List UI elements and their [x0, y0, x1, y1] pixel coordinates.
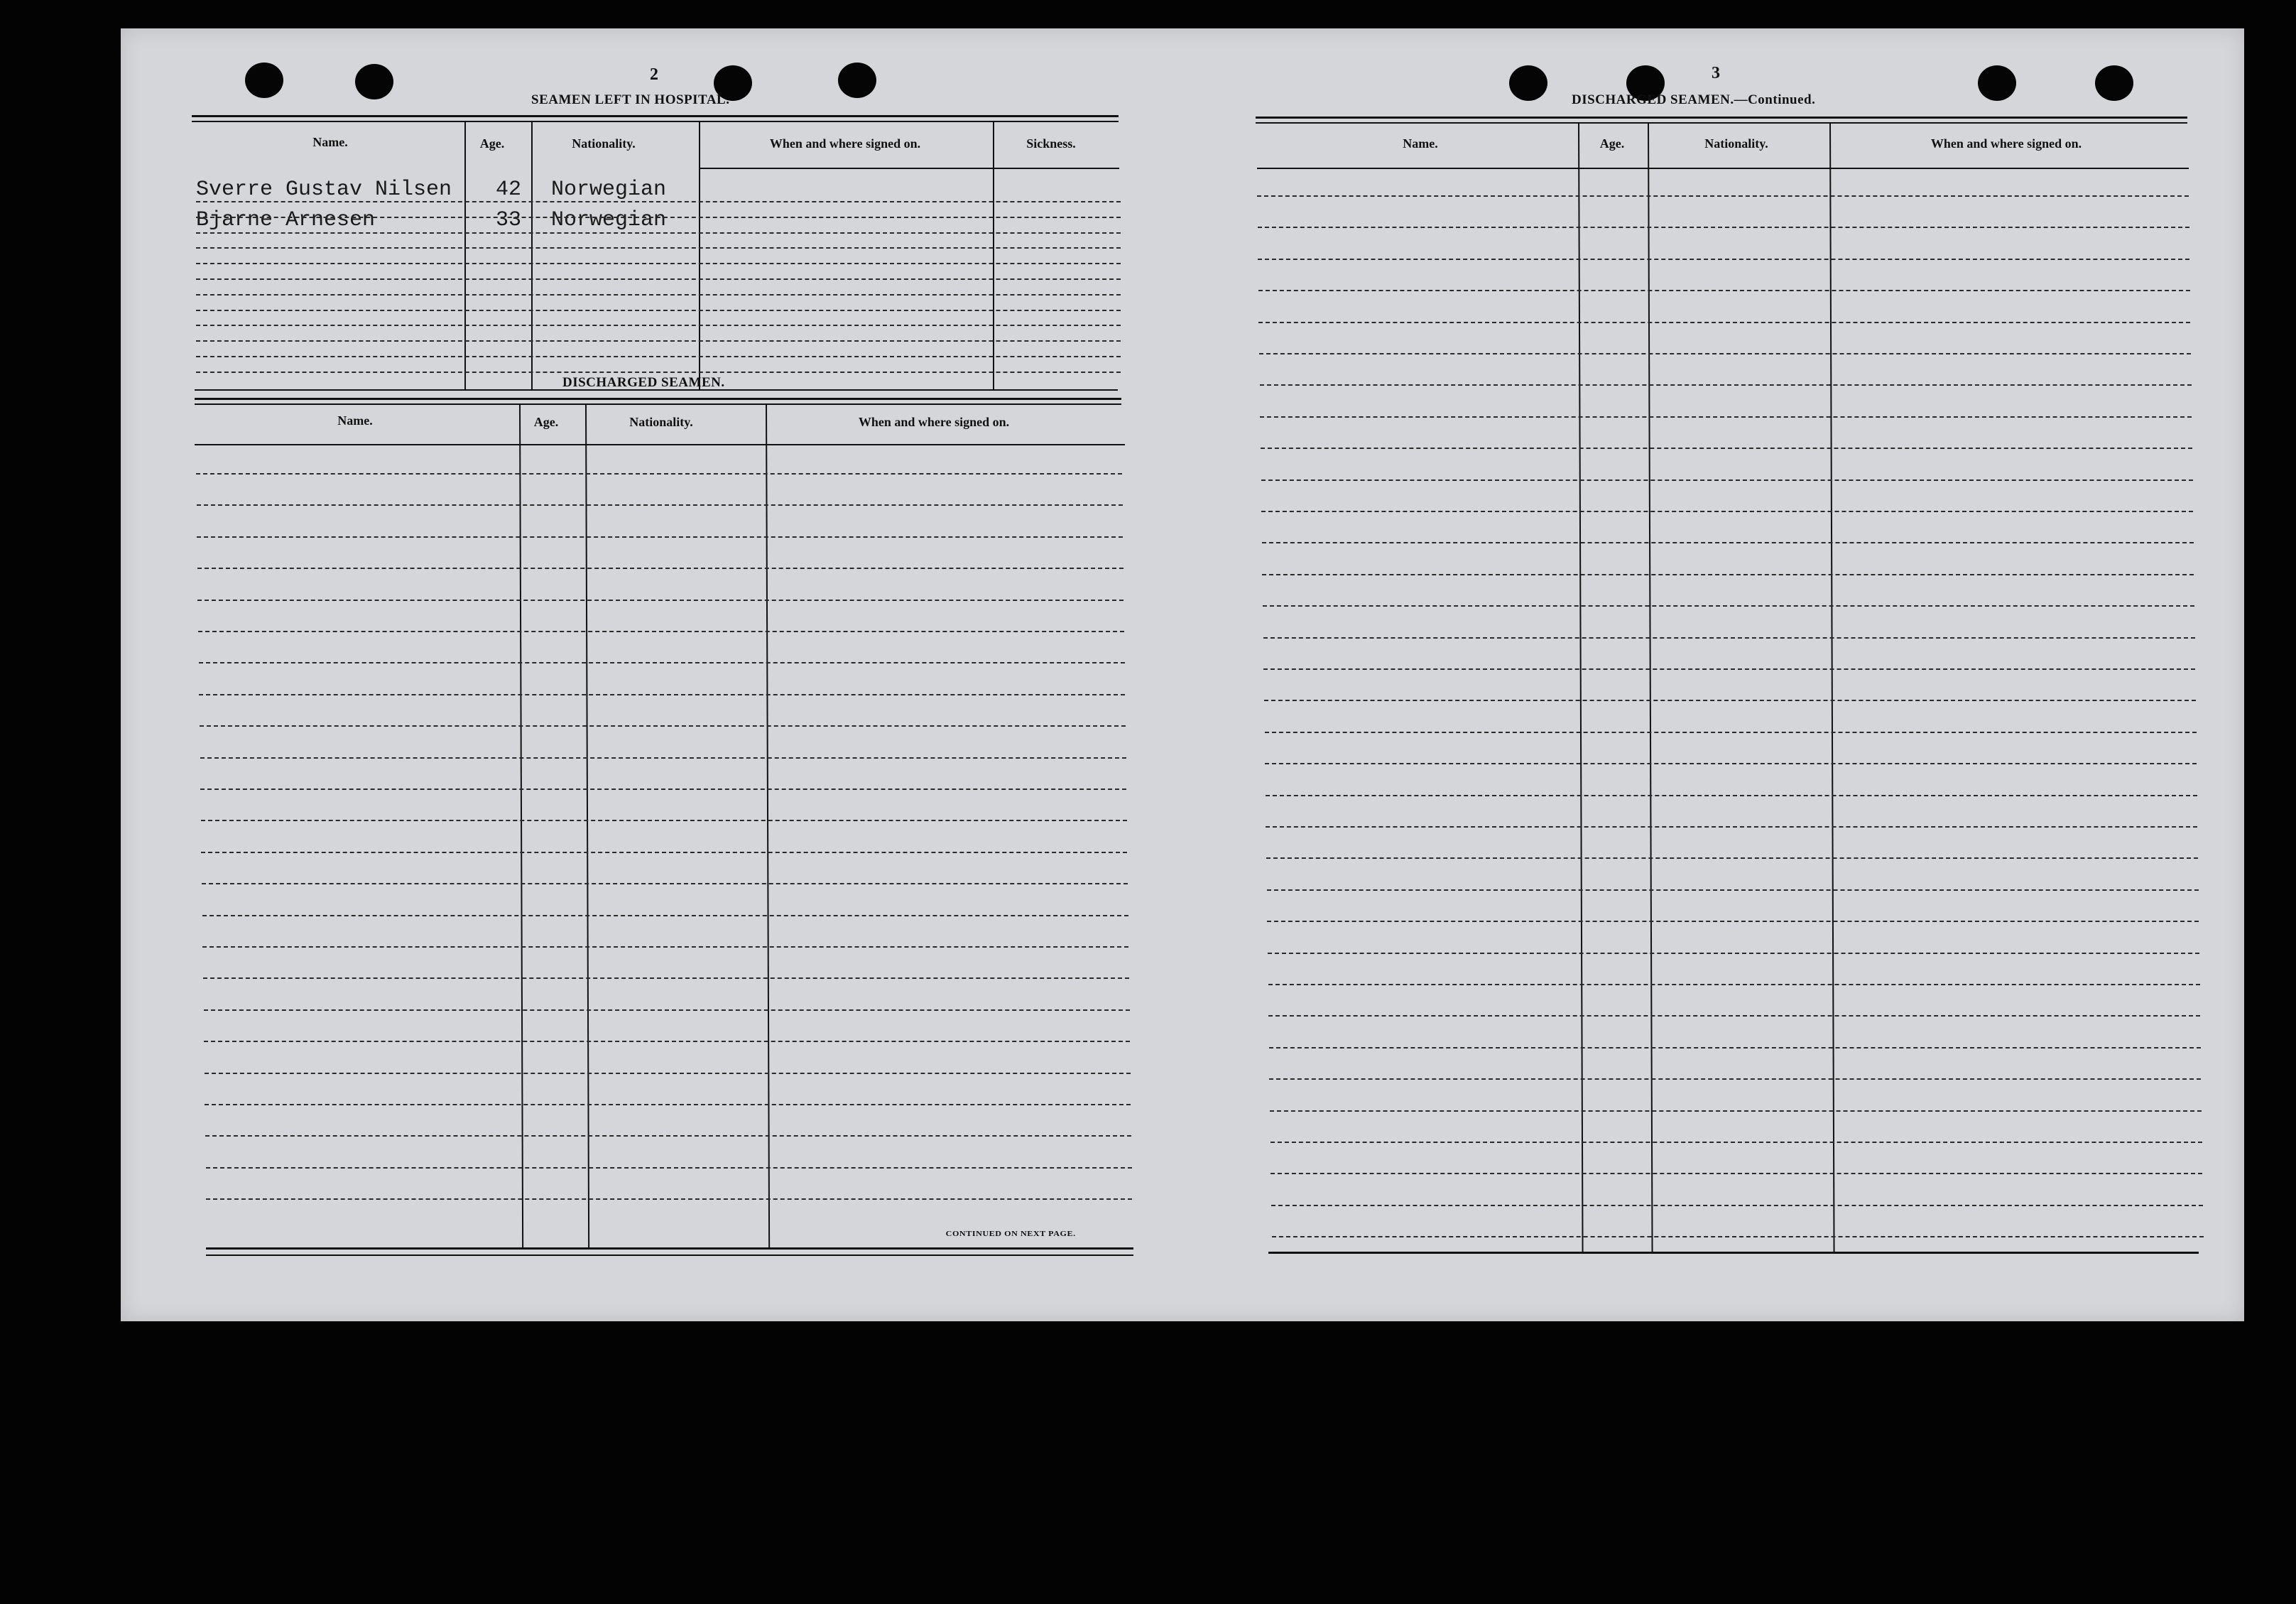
hospital-header-bottom-rule	[700, 168, 1119, 169]
punch-hole	[1509, 65, 1547, 101]
right-row-line	[1258, 322, 2190, 323]
discharged-row-line	[203, 977, 1129, 979]
right-row-line	[1266, 795, 2197, 796]
right-row-line	[1270, 1110, 2202, 1112]
discharged-row-line	[201, 820, 1127, 821]
hospital-row-line	[196, 340, 1121, 342]
right-row-line	[1263, 605, 2194, 607]
punch-hole	[838, 63, 876, 98]
right-row-line	[1266, 857, 2198, 859]
hospital-top-rule	[192, 115, 1119, 117]
right-top-rule-2	[1256, 122, 2187, 124]
hospital-section-title: SEAMEN LEFT IN HOSPITAL.	[531, 92, 730, 107]
right-row-line	[1269, 1047, 2201, 1048]
hospital-row-1-age: 42	[496, 178, 522, 202]
continued-footnote: CONTINUED ON NEXT PAGE.	[945, 1230, 1076, 1238]
hospital-row-line	[196, 310, 1121, 311]
hospital-col-divider	[464, 121, 466, 389]
right-row-line	[1258, 290, 2190, 291]
right-row-line	[1265, 763, 2197, 764]
discharged-row-line	[204, 1041, 1130, 1042]
discharged-row-line	[199, 662, 1125, 663]
discharged-row-line	[206, 1198, 1132, 1200]
discharged-section-title: DISCHARGED SEAMEN.	[562, 375, 725, 390]
right-row-line	[1263, 637, 2195, 639]
right-row-line	[1266, 826, 2197, 828]
hospital-row-line	[196, 232, 1121, 234]
hospital-col-sickness: Sickness.	[1026, 136, 1076, 151]
hospital-row-2-name: Bjarne Arnesen	[196, 208, 376, 232]
right-row-line	[1265, 732, 2197, 733]
discharged-col-divider	[519, 403, 523, 1249]
discharged-row-line	[202, 946, 1128, 948]
hospital-col-divider	[699, 121, 700, 389]
hospital-row-line	[196, 217, 1121, 218]
discharged-col-name: Name.	[337, 413, 373, 428]
right-header-bottom-rule	[1257, 168, 2189, 169]
hospital-row-1-nationality: Norwegian	[551, 178, 667, 202]
discharged-row-line	[197, 536, 1123, 538]
right-row-line	[1271, 1173, 2202, 1174]
right-row-line	[1260, 416, 2192, 418]
right-row-line	[1267, 921, 2199, 922]
right-row-line	[1269, 1078, 2201, 1080]
discharged-bottom-rule	[206, 1247, 1133, 1250]
right-col-divider	[1829, 122, 1835, 1253]
discharged-col-divider	[766, 403, 770, 1249]
discharged-row-line	[197, 504, 1123, 506]
right-row-line	[1271, 1142, 2202, 1143]
right-row-line	[1260, 384, 2192, 386]
discharged-col-signed-on: When and where signed on.	[858, 415, 1010, 429]
right-row-line	[1268, 1015, 2200, 1017]
discharged-row-line	[205, 1073, 1131, 1074]
hospital-row-line	[196, 278, 1121, 280]
right-row-line	[1261, 448, 2192, 449]
hospital-col-divider	[531, 121, 533, 389]
discharged-top-rule	[195, 398, 1121, 400]
hospital-row-line	[196, 247, 1121, 249]
discharged-row-line	[201, 852, 1127, 853]
hospital-col-nationality: Nationality.	[572, 136, 636, 151]
right-col-age: Age.	[1599, 136, 1625, 151]
right-row-line	[1263, 668, 2195, 670]
right-row-line	[1262, 574, 2194, 575]
left-page-number: 2	[650, 65, 658, 84]
right-row-line	[1272, 1236, 2204, 1237]
document-sheet	[121, 28, 2244, 1321]
hospital-row-2-nationality: Norwegian	[551, 208, 667, 232]
right-row-line	[1264, 700, 2196, 701]
discharged-row-line	[202, 915, 1128, 916]
discharged-top-rule-2	[195, 403, 1121, 405]
discharged-row-line	[200, 789, 1126, 790]
discharged-row-line	[200, 725, 1126, 727]
discharged-row-line	[196, 473, 1122, 475]
hospital-col-name: Name.	[312, 135, 348, 149]
right-col-divider	[1648, 122, 1653, 1253]
right-row-line	[1262, 542, 2194, 543]
right-top-rule	[1256, 116, 2187, 119]
discharged-row-line	[198, 631, 1124, 632]
hospital-row-line	[196, 201, 1121, 202]
hospital-row-line	[196, 356, 1121, 357]
punch-hole	[245, 63, 283, 98]
right-col-name: Name.	[1403, 136, 1438, 151]
hospital-col-divider	[993, 121, 994, 389]
discharged-row-line	[197, 568, 1123, 569]
discharged-header-bottom-rule	[195, 444, 1125, 445]
discharged-col-divider	[585, 403, 589, 1249]
discharged-row-line	[205, 1135, 1131, 1137]
right-row-line	[1261, 479, 2193, 481]
right-row-line	[1258, 227, 2189, 228]
right-col-divider	[1578, 122, 1584, 1253]
hospital-row-line	[196, 294, 1121, 296]
right-row-line	[1267, 889, 2199, 891]
right-section-title: DISCHARGED SEAMEN.—Continued.	[1572, 92, 1816, 107]
right-row-line	[1268, 953, 2199, 954]
hospital-row-line	[196, 325, 1121, 326]
discharged-row-line	[204, 1009, 1130, 1011]
hospital-row-2-age: 33	[496, 208, 522, 232]
hospital-row-line	[196, 263, 1121, 264]
punch-hole	[355, 64, 393, 99]
discharged-row-line	[199, 694, 1125, 695]
right-page-number: 3	[1712, 64, 1720, 82]
right-col-signed-on: When and where signed on.	[1930, 136, 2082, 151]
right-row-line	[1259, 353, 2191, 354]
punch-hole	[2095, 65, 2133, 101]
hospital-top-rule-2	[192, 121, 1119, 122]
hospital-row-1-name: Sverre Gustav Nilsen	[196, 178, 452, 202]
discharged-col-nationality: Nationality.	[629, 415, 693, 429]
discharged-row-line	[206, 1167, 1132, 1169]
right-row-line	[1258, 259, 2189, 260]
right-row-line	[1257, 195, 2189, 197]
hospital-col-signed-on: When and where signed on.	[769, 136, 921, 151]
discharged-row-line	[197, 600, 1123, 601]
right-row-line	[1271, 1205, 2203, 1206]
right-row-line	[1261, 511, 2193, 512]
hospital-row-line	[196, 372, 1121, 373]
discharged-row-line	[202, 883, 1128, 884]
right-bottom-rule	[1268, 1252, 2199, 1254]
discharged-row-line	[205, 1104, 1131, 1105]
right-row-line	[1268, 984, 2200, 985]
discharged-col-age: Age.	[533, 415, 559, 429]
discharged-bottom-rule-2	[206, 1255, 1133, 1256]
discharged-row-line	[200, 757, 1126, 759]
right-col-nationality: Nationality.	[1704, 136, 1768, 151]
hospital-col-age: Age.	[479, 136, 505, 151]
punch-hole	[1978, 65, 2016, 101]
